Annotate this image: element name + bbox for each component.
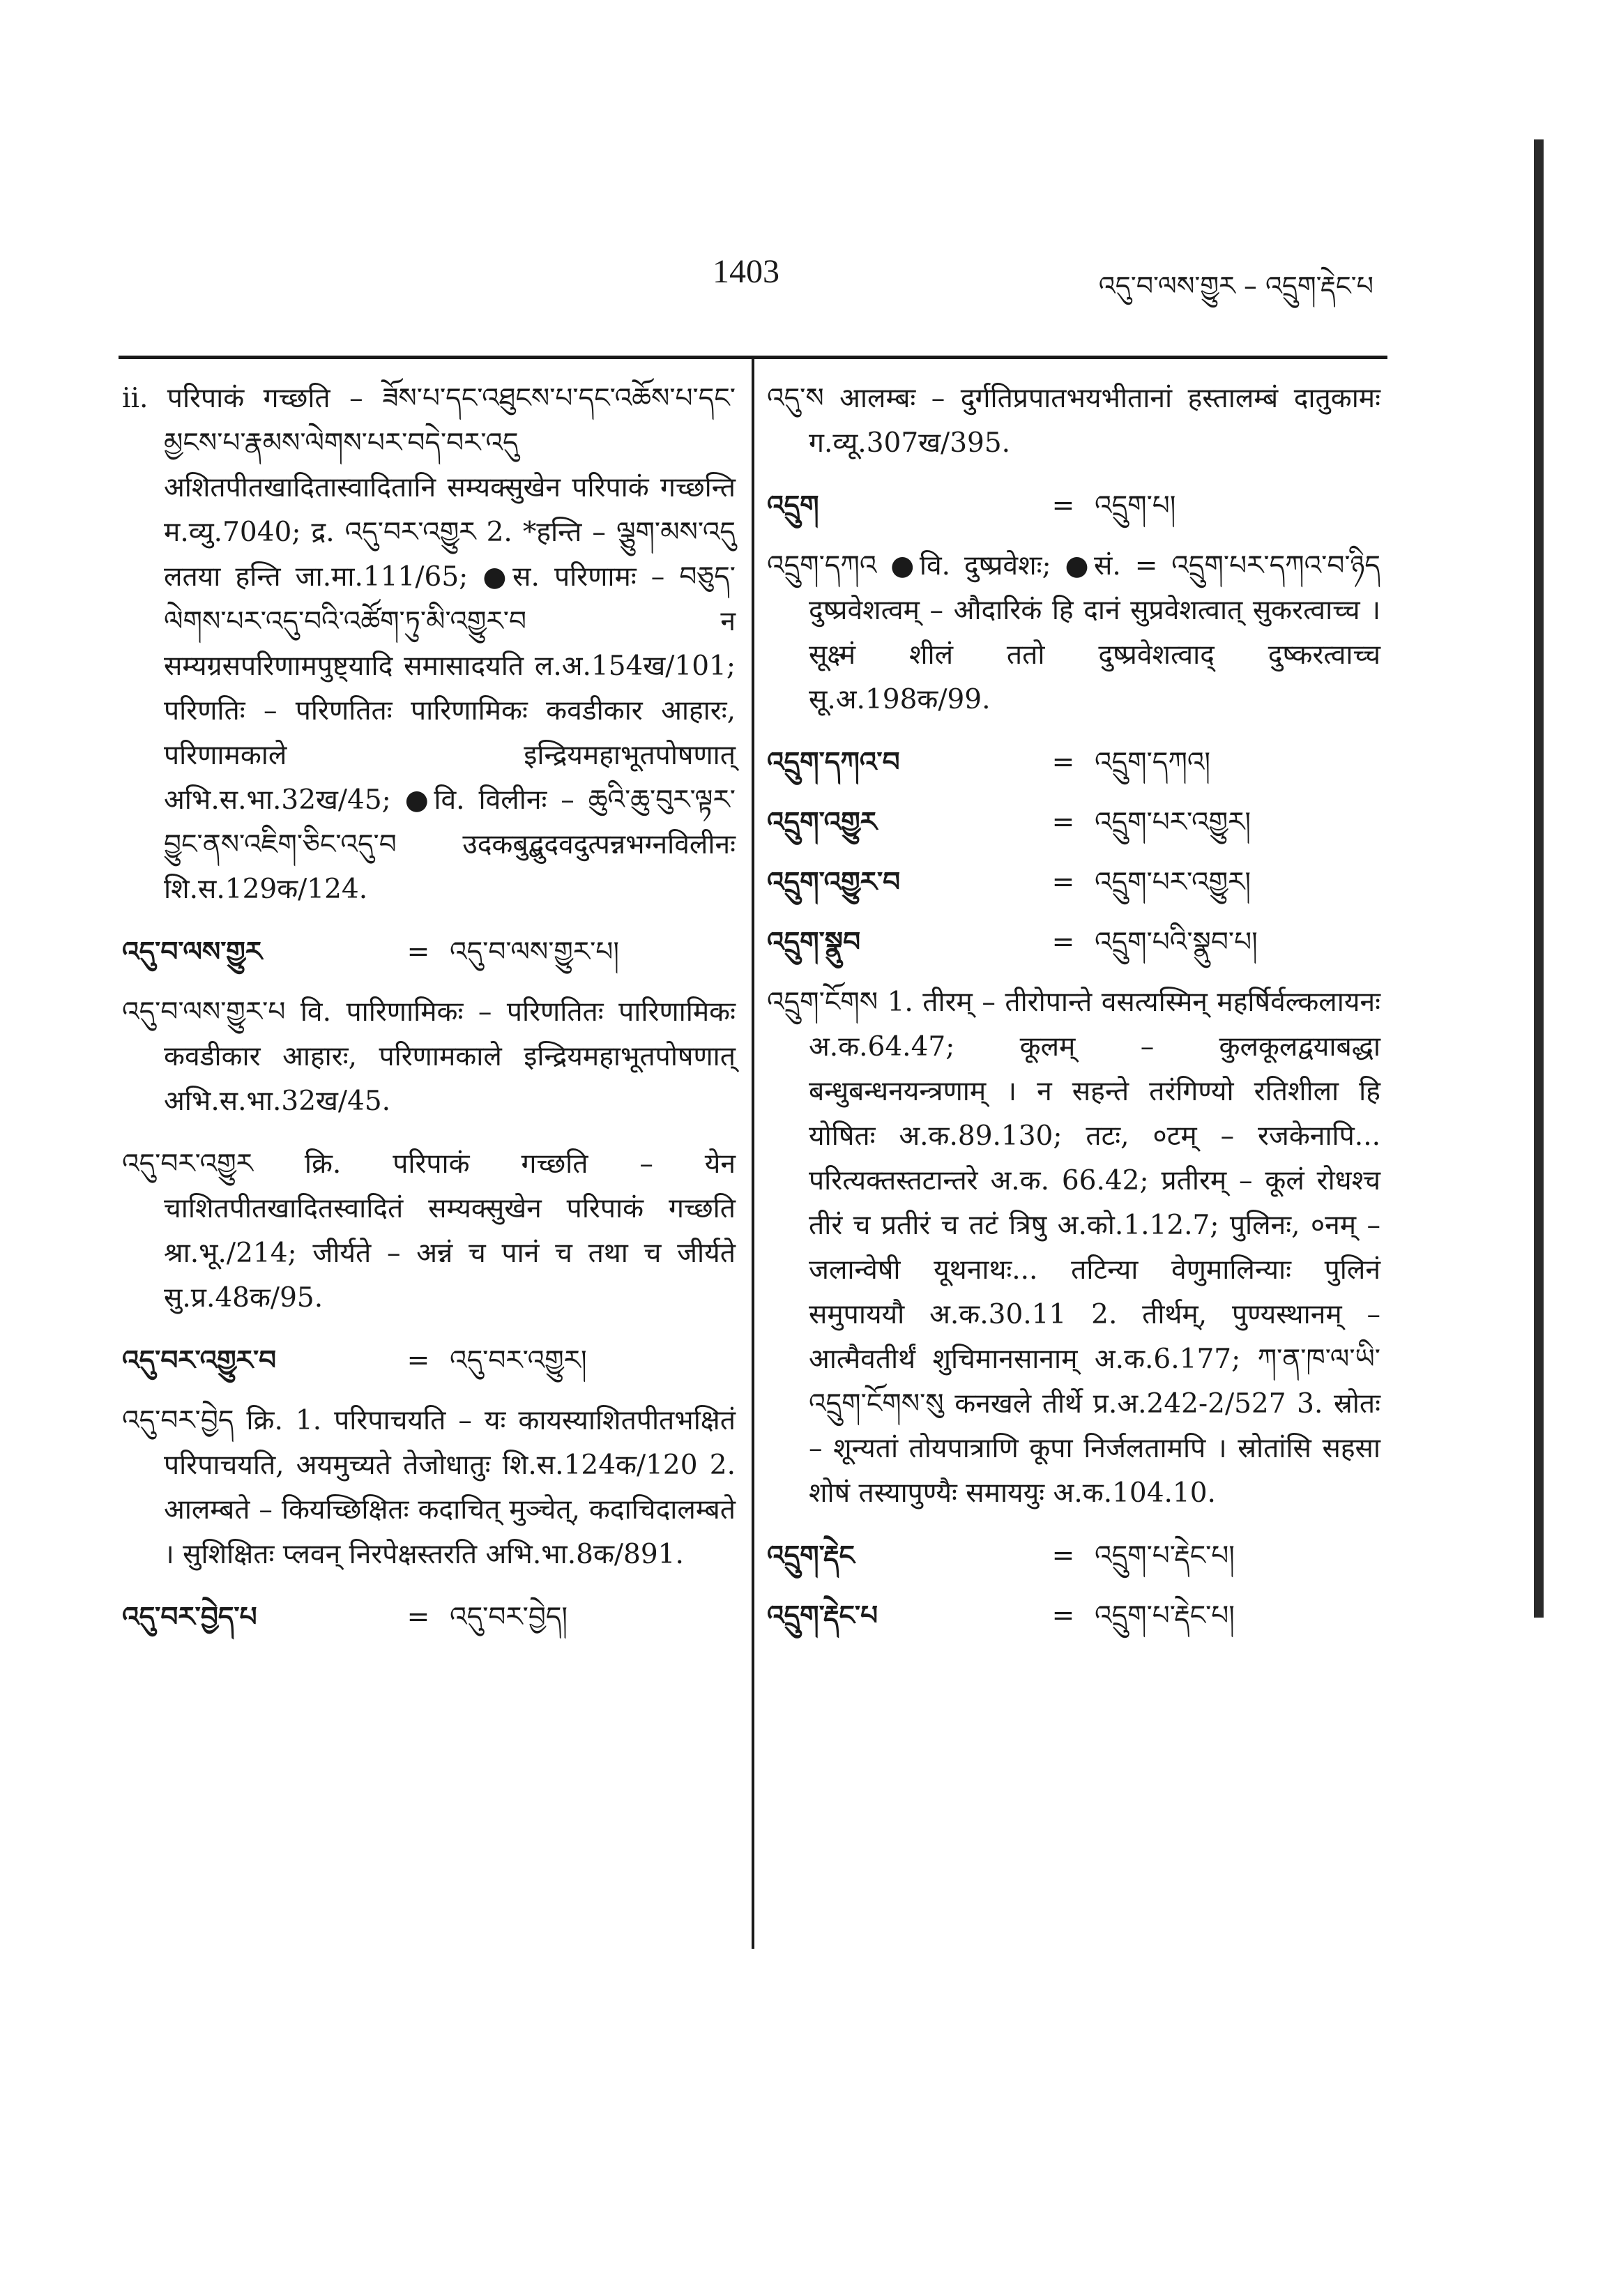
equals-sign: = [1051, 747, 1075, 778]
cross-reference-entry [122, 1595, 736, 1640]
cross-reference-entry [767, 740, 1380, 785]
dictionary-entry [122, 377, 736, 912]
headword: འདུ་བར་བྱེད་པ [122, 1602, 257, 1633]
equals-sign: = [1051, 1600, 1075, 1632]
headword: འདྲུག་སྣུབ [767, 927, 861, 958]
reference-target: འདྲུག་པ་རྡེང་པ། [1095, 1600, 1235, 1632]
entry-text: འདུ་བ་ལས་གྱུར་པ वि. पारिणामिकः – परिणतितः पारिणामिकः कवडीकार आहारः, परिणामकाले इन्द्रियमहाभूतपोषणात् अभि.स.भा.32ख/45. [122, 996, 736, 1117]
dictionary-entry [122, 1399, 736, 1577]
dictionary-entry [767, 544, 1380, 722]
headword: འདྲུག་རྡེང [767, 1540, 855, 1572]
headword: འདྲུག་རྡེང་པ [767, 1600, 878, 1632]
equals-sign: = [1051, 927, 1075, 958]
headword: འདུ་བ་ལས་གྱུར [122, 936, 263, 968]
headword: འདྲུག་འགྱུར [767, 807, 877, 838]
equals-sign: = [406, 1602, 430, 1633]
cross-reference-entry [767, 800, 1380, 845]
running-head: འདུ་བ་ལས་གྱུར – འདྲུག་རྡེང་པ [1098, 271, 1373, 301]
entry-text: འདུ་ས आलम्बः – दुर्गतिप्रपातभयभीतानां हस्तालम्बं दातुकामः ग.व्यू.307ख/395. [767, 383, 1380, 459]
entry-text: འདུ་བར་འགྱུར क्रि. परिपाकं गच्छति – येन चाशितपीतखादितस्वादितं सम्यक्सुखेन परिपाकं गच्छति श्रा.भू./214; जीर्यते – अन्नं च पानं च तथा च जीर्यते सु.प्र.48क/95. [122, 1148, 736, 1314]
equals-sign: = [406, 1345, 430, 1376]
dictionary-entry [122, 1142, 736, 1321]
left-column [122, 377, 736, 1655]
dictionary-entry [767, 980, 1380, 1516]
headword: འདྲུག [767, 490, 819, 522]
equals-sign: = [1051, 807, 1075, 838]
reference-target: འདྲུག་དཀའ། [1095, 747, 1211, 778]
page-number: 1403 [713, 253, 779, 290]
reference-target: འདྲུག་པར་འགྱུར། [1095, 867, 1251, 898]
margin-bar [1534, 139, 1544, 1618]
dictionary-entry [122, 990, 736, 1124]
reference-target: འདུ་བ་ལས་གྱུར་པ། [450, 936, 620, 968]
column-divider [752, 359, 754, 1949]
reference-target: འདྲུག་པ་རྡེང་པ། [1095, 1540, 1235, 1572]
cross-reference-entry [122, 930, 736, 975]
entry-text: འདུ་བར་བྱེད क्रि. 1. परिपाचयति – यः कायस्याशितपीतभक्षितं परिपाचयति, अयमुच्यते तेजोधातुः शि.स.124क/120 2. आलम्बते – कियच्छिक्षितः कदाचित् मुञ्चेत्, कदाचिदालम्बते । सुशिक्षितः प्लवन् निरपेक्षस्तरति अभि.भा.8क/891. [122, 1405, 736, 1570]
cross-reference-entry [767, 1534, 1380, 1579]
entry-text: འདྲུག་ངོགས 1. तीरम् – तीरोपान्ते वसत्यस्मिन् महर्षिर्वल्कलायनः अ.क.64.47; कूलम् – कुलकूलद्वयाबद्धा बन्धुबन्धनयन्त्रणाम् । न सहन्ते तरंगिण्यो रतिशीला हि योषितः अ.क.89.130; तटः, ०टम् – रजकेनापि... परित्यक्तस्तटान्तरे अ.क. 66.42; प्रतीरम् – कूलं रोधश्च तीरं च प्रतीरं च तटं त्रिषु अ.को.1.12.7; पुलिनः, ०नम् – जलान्वेषी यूथनाथः... तटिन्या वेणुमालिन्याः पुलिनं समुपाययौ अ.क.30.11 2. तीर्थम्, पुण्यस्थानम् – आत्मैवतीर्थं शुचिमानसानाम् अ.क.6.177; ཀ་ན་ཁ་ལ་ཡི་འདྲུག་ངོགས་སུ कनखले तीर्थे प्र.अ.242-2/527 3. स्रोतः – शून्यतां तोयपात्राणि कूपा निर्जलतामपि । स्रोतांसि सहसा शोषं तस्यापुण्यैः समाययुः अ.क.104.10. [767, 987, 1380, 1509]
equals-sign: = [406, 936, 430, 968]
headword: འདྲུག་དཀའ་བ [767, 747, 900, 778]
cross-reference-entry [767, 920, 1380, 965]
cross-reference-entry [767, 484, 1380, 529]
reference-target: འདྲུག་པའི་སྣུབ་པ། [1095, 927, 1258, 958]
equals-sign: = [1051, 490, 1075, 522]
equals-sign: = [1051, 1540, 1075, 1572]
reference-target: འདུ་བར་འགྱུར། [450, 1345, 587, 1376]
reference-target: འདྲུག་པར་འགྱུར། [1095, 807, 1251, 838]
right-column [767, 377, 1380, 1654]
headword: འདྲུག་འགྱུར་བ [767, 867, 901, 898]
dictionary-entry [767, 377, 1380, 466]
headword: འདུ་བར་འགྱུར་བ [122, 1345, 277, 1376]
cross-reference-entry [767, 860, 1380, 905]
entry-text: ii. परिपाकं गच्छति – ཟོས་པ་དང་འཐུངས་པ་དང་འཆོས་པ་དང་མྱངས་པ་རྣམས་ལེགས་པར་བདེ་བར་འདུ अशितपीतखादितास्वादितानि सम्यक्सुखेन परिपाकं गच्छन्ति म.व्यु.7040; द्र. འདུ་བར་འགྱུར 2. *हन्ति – ལྕུག་མས་འདུ लतया हन्ति जा.मा.111/65; ●स. परिणामः – བཅུད་ལེགས་པར་འདུ་བའི་འཚོག་ཏུ་མི་འགྱུར་བ न सम्यग्रसपरिणामपुष्ट्यादि समासादयति ल.अ.154ख/101; परिणतिः – परिणतितः पारिणामिकः कवडीकार आहारः, परिणामकाले इन्द्रियमहाभूतपोषणात् अभि.स.भा.32ख/45; ●वि. विलीनः – ཆུའི་ཆུ་བུར་ལྟར་བྱུང་ནས་འཇིག་ཅིང་འདུ་བ उदकबुद्बुदवदुत्पन्नभग्नविलीनः शि.स.129क/124. [122, 383, 736, 905]
cross-reference-entry [767, 1594, 1380, 1639]
entry-text: འདྲུག་དཀའ ●वि. दुष्प्रवेशः; ●सं. = འདྲུག་པར་དཀའ་བ་ཉིད दुष्प्रवेशत्वम् – औदारिकं हि दानं सुप्रवेशत्वात् सुकरत्वाच्च । सूक्ष्मं शीलं ततो दुष्प्रवेशत्वाद् दुष्करत्वाच्च सू.अ.198क/99. [767, 550, 1380, 715]
cross-reference-entry [122, 1339, 736, 1383]
reference-target: འདྲུག་པ། [1095, 490, 1176, 522]
equals-sign: = [1051, 867, 1075, 898]
reference-target: འདུ་བར་བྱེད། [450, 1602, 568, 1633]
